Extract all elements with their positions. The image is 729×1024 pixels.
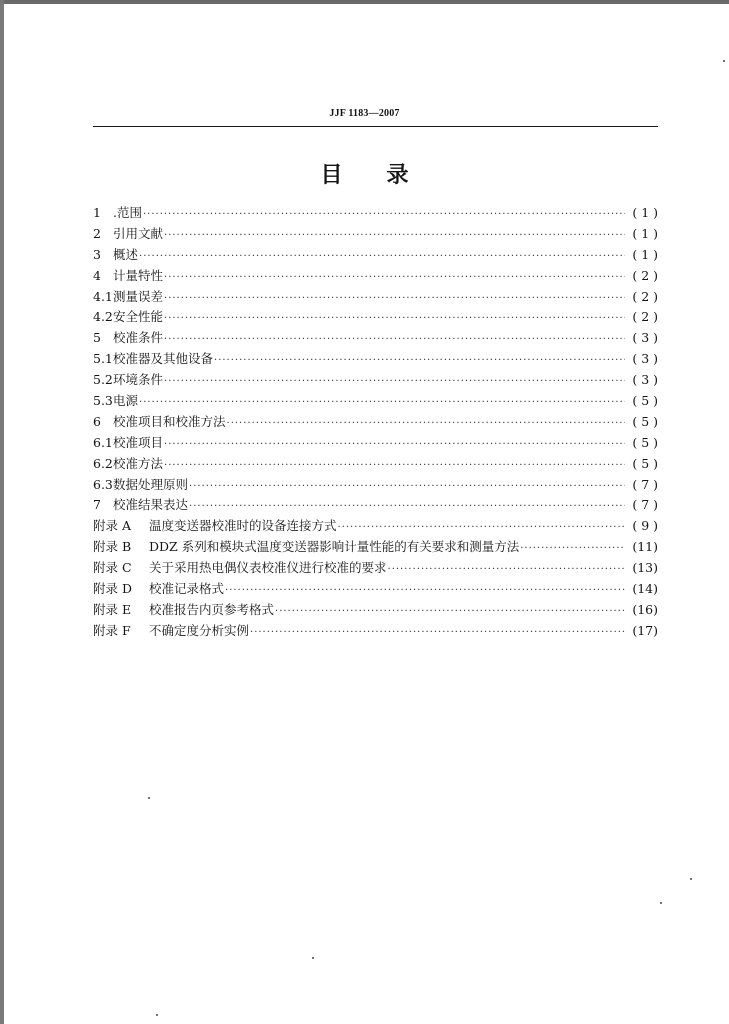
toc-leader-dots xyxy=(388,564,625,575)
toc-leader-dots xyxy=(164,460,625,471)
toc-leader-dots xyxy=(227,418,625,429)
toc-entry xyxy=(93,349,658,370)
toc-entry-page: ( 5 ) xyxy=(632,413,658,429)
toc-entry-title: 电源 xyxy=(113,393,139,409)
toc-entry-number: 附录 D xyxy=(93,581,132,597)
toc-entry-page: ( 3 ) xyxy=(632,351,658,367)
toc-leader-dots xyxy=(139,397,625,408)
toc-entry-number: 附录 E xyxy=(93,601,132,617)
toc-entry xyxy=(93,391,658,412)
toc-entry xyxy=(93,433,658,454)
toc-entry-number: 6 xyxy=(93,413,101,429)
document-code: JJF 1183—2007 xyxy=(329,108,400,119)
toc-entry-page: ( 5 ) xyxy=(632,434,658,450)
toc-entry xyxy=(93,266,658,287)
toc-leader-dots xyxy=(225,585,625,596)
toc-entry-number: 5.3 xyxy=(93,393,113,409)
toc-entry-number: 5 xyxy=(93,330,101,346)
toc-entry xyxy=(93,600,658,621)
toc-entry-title: 校准器及其他设备 xyxy=(113,351,214,367)
toc-entry-number: 附录 A xyxy=(93,518,132,534)
toc-entry-title: 概述 xyxy=(113,246,139,262)
toc-entry-title: 校准报告内页参考格式 xyxy=(149,601,275,617)
toc-leader-dots xyxy=(164,293,625,304)
toc-entry-title: 校准项目 xyxy=(113,434,164,450)
toc-entry-title: 校准结果表达 xyxy=(113,497,189,513)
toc-entry xyxy=(93,579,658,600)
toc-entry-title: DDZ 系列和模块式温度变送器影响计量性能的有关要求和测量方法 xyxy=(149,539,520,555)
toc-entry-title: 温度变送器校准时的设备连接方式 xyxy=(149,518,337,534)
toc-entry-title: 引用文献 xyxy=(113,225,164,241)
toc-entry-title: 校准项目和校准方法 xyxy=(113,413,226,429)
toc-entry xyxy=(93,307,658,328)
toc-entry-title: 校准条件 xyxy=(113,330,164,346)
toc-entry-page: ( 7 ) xyxy=(632,497,658,513)
toc-leader-dots xyxy=(164,272,625,283)
toc-leader-dots xyxy=(189,501,625,512)
scan-speck xyxy=(660,902,662,904)
page-title-char-2: 录 xyxy=(386,163,409,188)
toc-entry-number: 附录 C xyxy=(93,560,132,576)
toc-entry-page: ( 5 ) xyxy=(632,455,658,471)
toc-entry-number: 4 xyxy=(93,267,101,283)
toc-entry-page: (13) xyxy=(632,560,658,576)
toc-leader-dots xyxy=(520,543,625,554)
toc-entry-number: 附录 B xyxy=(93,539,132,555)
toc-entry-page: ( 5 ) xyxy=(632,393,658,409)
toc-entry-page: (17) xyxy=(632,622,658,638)
toc-entry-title: 校准记录格式 xyxy=(149,581,225,597)
toc-entry-page: (14) xyxy=(632,581,658,597)
toc-entry-number: 4.1 xyxy=(93,288,113,304)
scan-speck xyxy=(156,1014,158,1016)
toc-entry xyxy=(93,537,658,558)
toc-entry-number: 附录 F xyxy=(93,622,131,638)
scan-speck xyxy=(690,878,692,880)
toc-leader-dots xyxy=(164,439,625,450)
toc-entry xyxy=(93,495,658,516)
toc-leader-dots xyxy=(143,209,625,220)
scan-speck xyxy=(148,797,150,799)
header-divider xyxy=(93,126,658,127)
toc-entry xyxy=(93,454,658,475)
toc-leader-dots xyxy=(164,334,625,345)
toc-entry-page: ( 9 ) xyxy=(632,518,658,534)
page-title-char-1: 目 xyxy=(320,163,343,188)
toc-entry-title: 校准方法 xyxy=(113,455,164,471)
toc-entry-page: ( 3 ) xyxy=(632,330,658,346)
toc-entry-title: 安全性能 xyxy=(113,309,164,325)
toc-entry xyxy=(93,287,658,308)
toc-entry-page: ( 3 ) xyxy=(632,372,658,388)
toc-entry-page: ( 1 ) xyxy=(632,205,658,220)
toc-entry-page: ( 7 ) xyxy=(632,476,658,492)
toc-entry-number: 4.2 xyxy=(93,309,113,325)
toc-entry xyxy=(93,412,658,433)
toc-leader-dots xyxy=(164,230,625,241)
toc-entry-page: ( 2 ) xyxy=(632,309,658,325)
toc-leader-dots xyxy=(139,251,625,262)
toc-entry xyxy=(93,475,658,496)
toc-entry xyxy=(93,370,658,391)
toc-entry-title: 关于采用热电偶仪表校准仪进行校准的要求 xyxy=(149,560,387,576)
toc-entry-title: 不确定度分析实例 xyxy=(149,622,250,638)
toc-entry-title: .范围 xyxy=(113,205,142,220)
toc-entry xyxy=(93,224,658,245)
toc-entry-page: ( 1 ) xyxy=(632,246,658,262)
toc-entry-title: 计量特性 xyxy=(113,267,164,283)
scan-speck xyxy=(312,957,314,959)
toc-leader-dots xyxy=(338,522,625,533)
toc-entry-number: 5.1 xyxy=(93,351,113,367)
toc-entry-page: (11) xyxy=(632,539,658,555)
toc-entry xyxy=(93,328,658,349)
toc-entry-page: ( 1 ) xyxy=(632,225,658,241)
toc-leader-dots xyxy=(164,313,625,324)
toc-leader-dots xyxy=(164,376,625,387)
toc-entry-number: 6.1 xyxy=(93,434,113,450)
toc-entry xyxy=(93,245,658,266)
toc-entry-number: 5.2 xyxy=(93,372,113,388)
toc-entry-title: 环境条件 xyxy=(113,372,164,388)
toc-leader-dots xyxy=(275,606,625,617)
toc-entry-page: (16) xyxy=(632,601,658,617)
toc-entry-number: 7 xyxy=(93,497,101,513)
toc-leader-dots xyxy=(250,627,625,638)
toc-entry-title: 测量误差 xyxy=(113,288,164,304)
toc-entry-page: ( 2 ) xyxy=(632,288,658,304)
toc-leader-dots xyxy=(189,481,625,492)
scan-edge-top xyxy=(0,0,729,4)
page-title xyxy=(0,158,729,189)
toc-entry xyxy=(93,558,658,579)
toc-leader-dots xyxy=(214,355,625,366)
toc-entry xyxy=(93,621,658,642)
toc-entry xyxy=(93,516,658,537)
toc-entry xyxy=(93,203,658,224)
scan-edge-left xyxy=(0,0,4,1024)
toc-entry-number: 3 xyxy=(93,246,101,262)
toc-entry-number: 6.3 xyxy=(93,476,113,492)
table-of-contents xyxy=(93,203,658,642)
toc-entry-number: 1 xyxy=(93,205,101,220)
toc-entry-number: 2 xyxy=(93,225,101,241)
scan-speck xyxy=(723,60,725,62)
toc-entry-page: ( 2 ) xyxy=(632,267,658,283)
toc-entry-title: 数据处理原则 xyxy=(113,476,189,492)
toc-entry-number: 6.2 xyxy=(93,455,113,471)
